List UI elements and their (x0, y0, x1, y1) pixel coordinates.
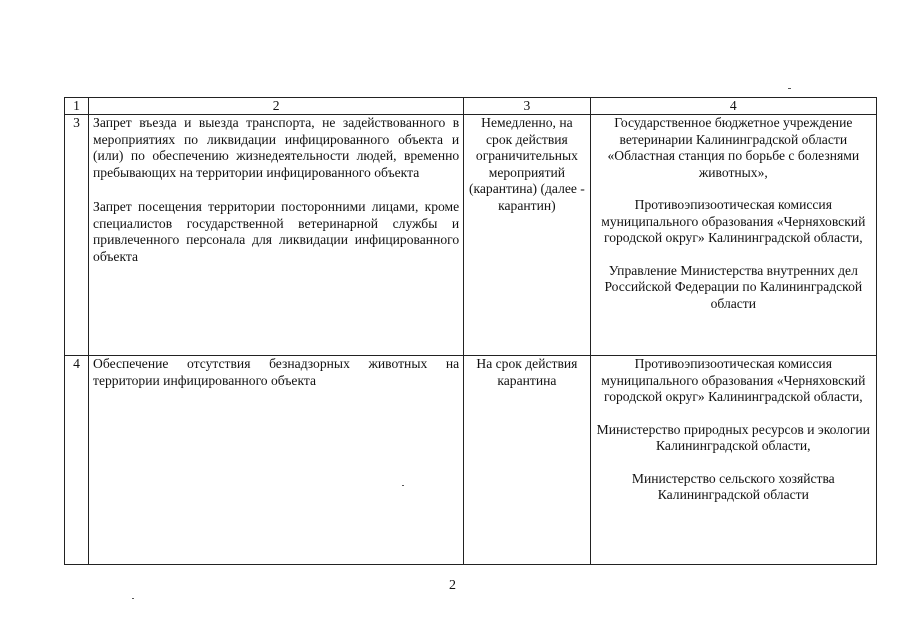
column-header-3: 3 (464, 98, 590, 115)
row-number: 4 (65, 356, 89, 565)
table-row (65, 356, 877, 565)
scan-speck (788, 88, 791, 89)
scan-speck (132, 598, 134, 599)
responsible-cell (590, 356, 876, 565)
term-cell: Немедленно, на срок действия ограничительных мероприятий (карантина) (далее - карантин) (464, 115, 590, 356)
responsible-entity: Министерство природных ресурсов и экологии Калининградской области, (596, 421, 870, 453)
measures-table (64, 97, 877, 565)
table-row (65, 115, 877, 356)
responsible-entity: Управление Министерства внутренних дел Российской Федерации по Калининградской области (604, 262, 863, 311)
measure-text: Обеспечение отсутствия безнадзорных животных на территории инфицированного объекта (93, 356, 460, 388)
responsible-entity: Государственное бюджетное учреждение ветеринарии Калининградской области «Областная станция по борьбе с болезнями животных», (607, 115, 860, 180)
measure-text: Запрет въезда и выезда транспорта, не задействованного в мероприятиях по ликвидации инфицированного объекта и (или) по обеспечению жизнедеятельности людей, временно пребывающих на территории инфицированного объекта (93, 115, 460, 180)
measures-cell (89, 115, 464, 356)
responsible-entity: Противоэпизоотическая комиссия муниципального образования «Черняховский городской округ» Калининградской области, (601, 197, 866, 245)
responsible-cell (590, 115, 876, 356)
row-number: 3 (65, 115, 89, 356)
column-header-2: 2 (89, 98, 464, 115)
column-header-4: 4 (590, 98, 876, 115)
column-header-1: 1 (65, 98, 89, 115)
scan-speck (402, 485, 404, 486)
responsible-entity: Противоэпизоотическая комиссия муниципального образования «Черняховский городской округ» Калининградской области, (601, 356, 866, 404)
header-row (65, 98, 877, 115)
measures-cell (89, 356, 464, 565)
term-cell: На срок действия карантина (464, 356, 590, 565)
responsible-entity: Министерство сельского хозяйства Калининградской области (631, 470, 835, 502)
page-number: 2 (449, 578, 456, 593)
measure-text: Запрет посещения территории посторонними лицами, кроме специалистов государственной ветеринарной службы и привлеченного персонала для ликвидации инфицированного объекта (93, 199, 460, 264)
